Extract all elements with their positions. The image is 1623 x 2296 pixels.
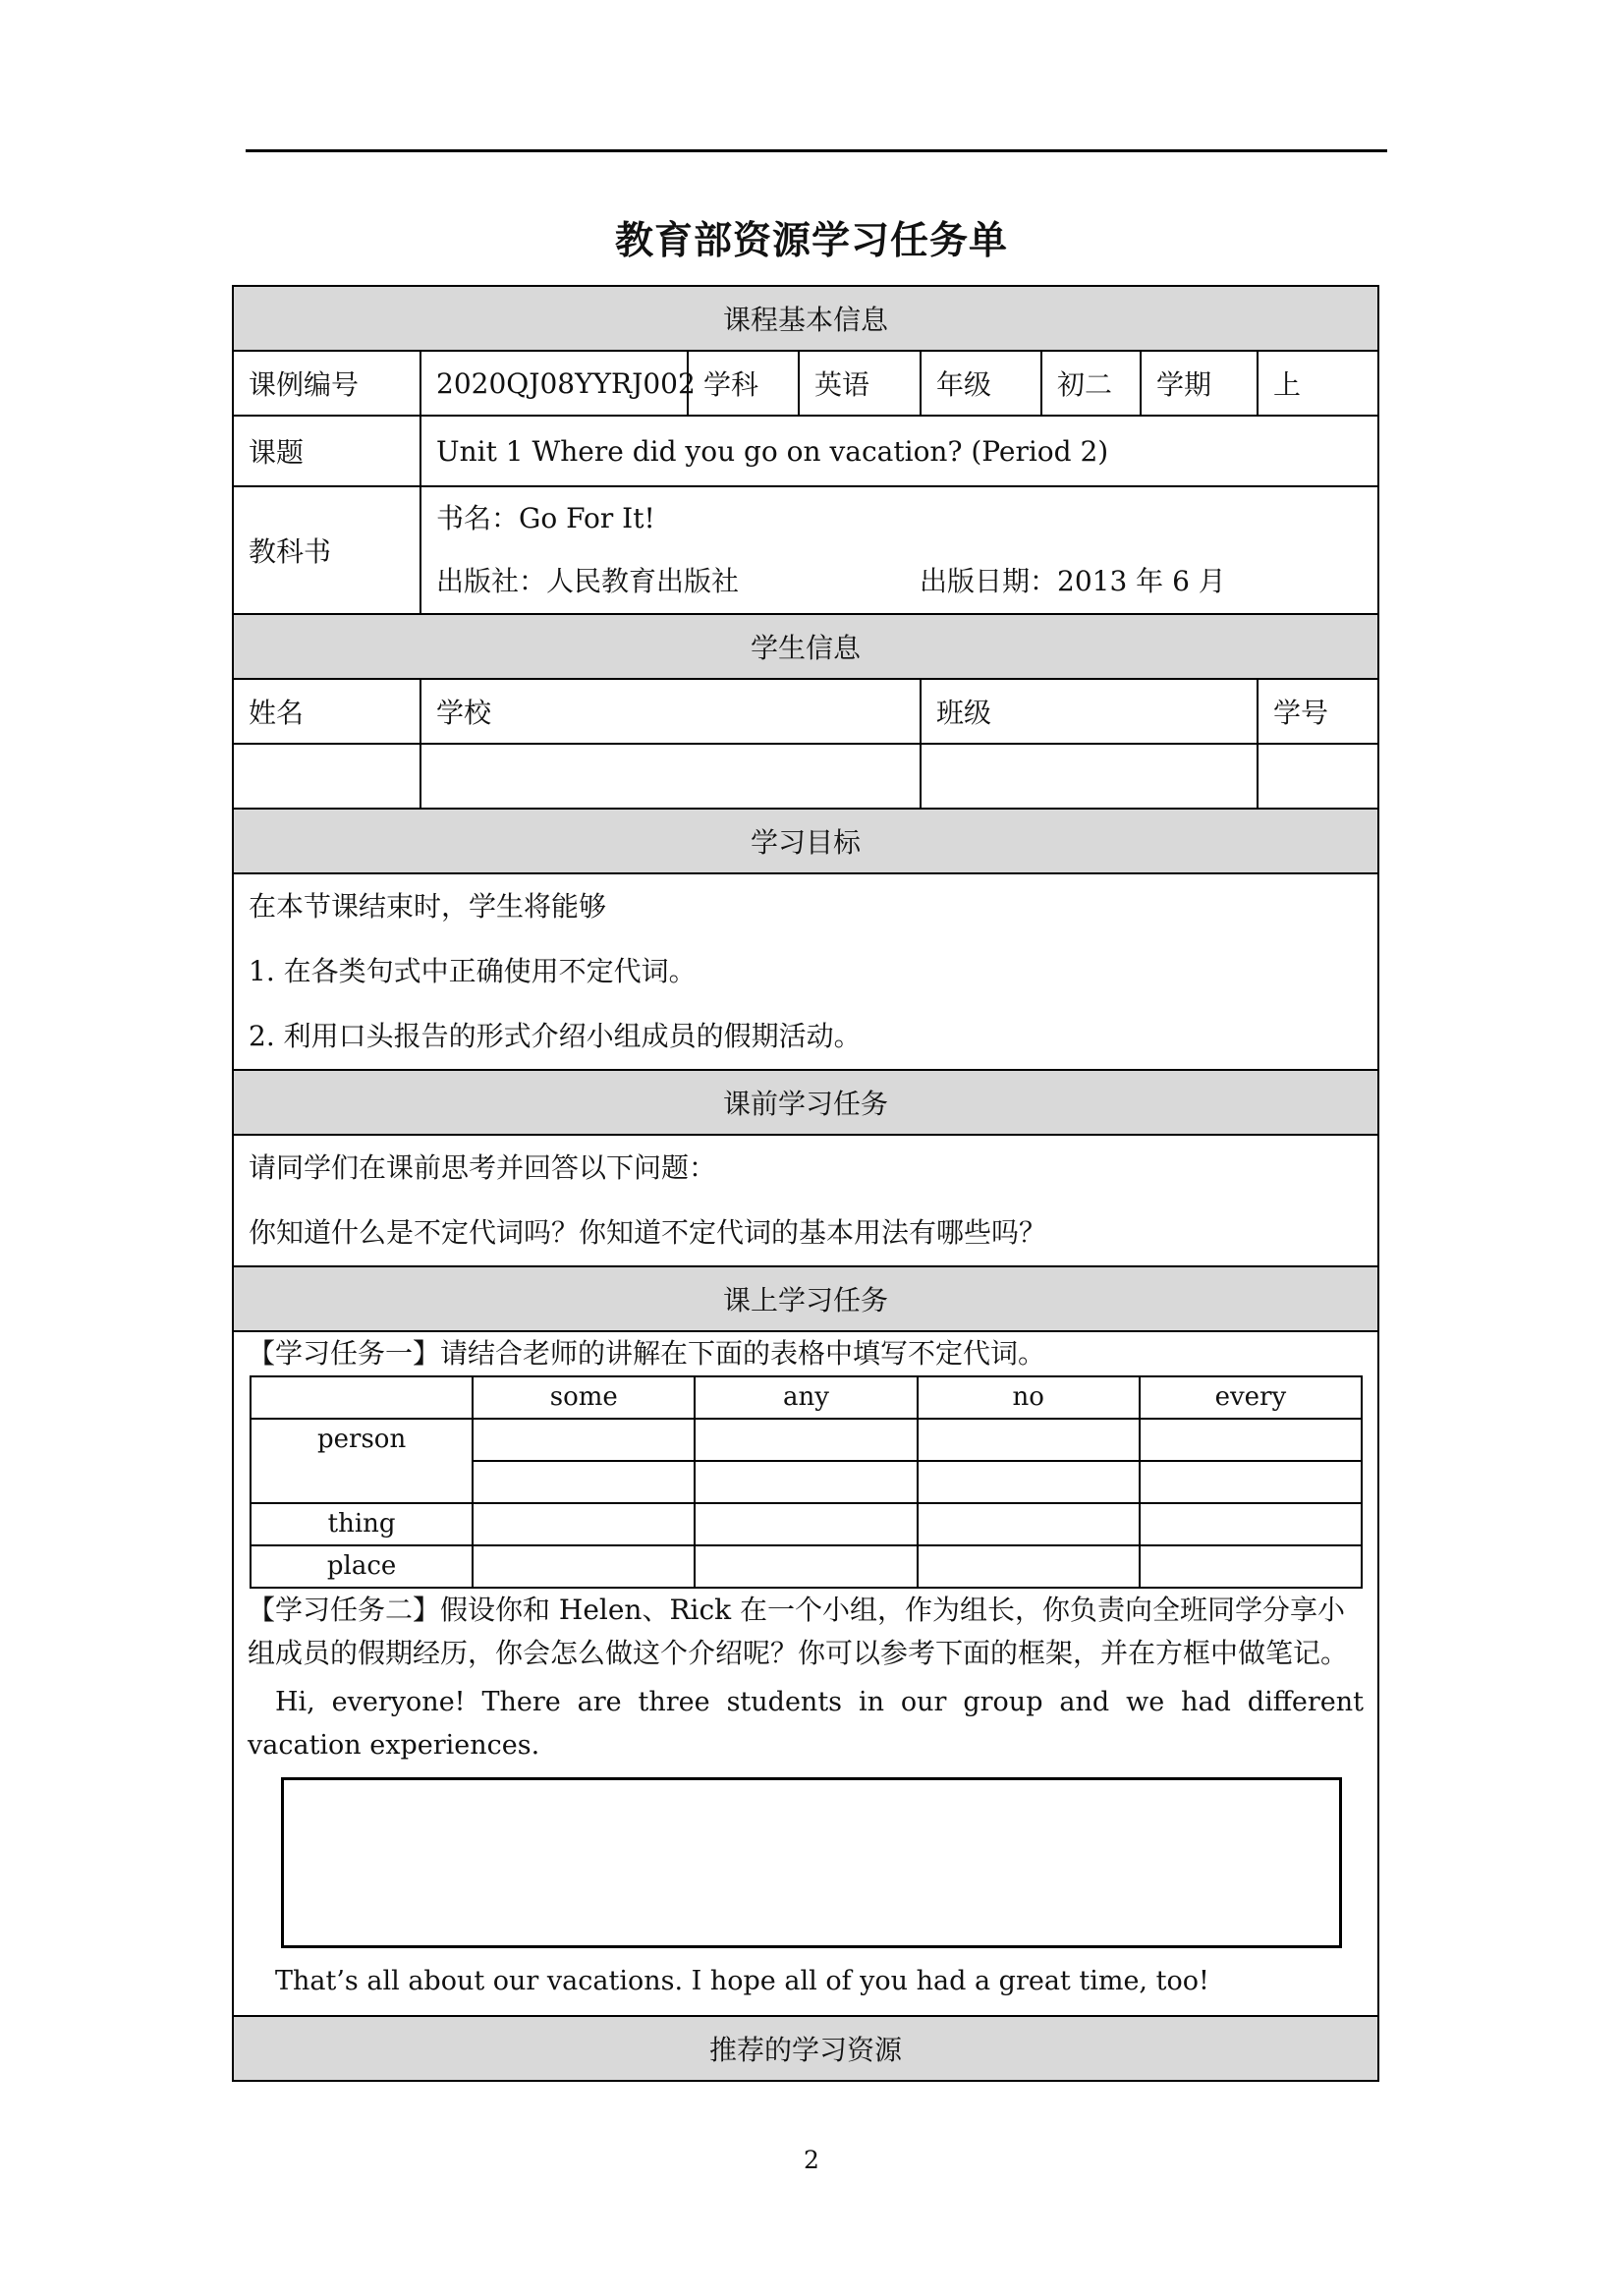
subject-value: 英语 — [799, 351, 921, 416]
objectives-content — [233, 873, 1378, 1070]
grade-value: 初二 — [1041, 351, 1141, 416]
section-pre-class: 课前学习任务 — [233, 1070, 1378, 1135]
page-number: 2 — [804, 2146, 819, 2174]
objective-item: 1. 在各类句式中正确使用不定代词。 — [249, 955, 697, 987]
pre-class-line: 请同学们在课前思考并回答以下问题： — [249, 1151, 717, 1184]
book-name-line — [436, 487, 1363, 550]
pronoun-table — [250, 1375, 1363, 1589]
column-header-no: no — [918, 1376, 1140, 1419]
topic-label: 课题 — [233, 416, 420, 486]
row-label-thing: thing — [251, 1503, 473, 1545]
row-label-place: place — [251, 1545, 473, 1588]
student-name-label: 姓名 — [233, 679, 420, 744]
notes-box[interactable] — [281, 1777, 1342, 1948]
publisher-line — [436, 550, 1363, 613]
opening-sentence: Hi, everyone! There are three students in our group and we had different vacation experiences. — [248, 1687, 1365, 1761]
case-id-label: 课例编号 — [233, 351, 420, 416]
task-sheet-table — [232, 285, 1379, 2082]
pronoun-blank-cell[interactable] — [473, 1503, 695, 1545]
topic-value: Unit 1 Where did you go on vacation? (Period 2) — [420, 416, 1378, 486]
pronoun-blank-cell[interactable] — [695, 1503, 917, 1545]
pronoun-blank-cell[interactable] — [918, 1461, 1140, 1503]
document-title: 教育部资源学习任务单 — [614, 218, 1008, 263]
pronoun-blank-cell[interactable] — [473, 1461, 695, 1503]
school-field[interactable] — [420, 744, 921, 809]
section-in-class: 课上学习任务 — [233, 1266, 1378, 1331]
book-name-label: 书名： — [436, 502, 520, 534]
class-field[interactable] — [921, 744, 1258, 809]
grade-label: 年级 — [921, 351, 1041, 416]
student-id-field[interactable] — [1258, 744, 1378, 809]
publisher-value: 人民教育出版社 — [546, 565, 740, 597]
pronoun-blank-cell[interactable] — [695, 1545, 917, 1588]
pronoun-blank-cell[interactable] — [1140, 1503, 1362, 1545]
pronoun-blank-cell[interactable] — [473, 1545, 695, 1588]
pronoun-blank-cell[interactable] — [918, 1503, 1140, 1545]
term-value: 上 — [1258, 351, 1378, 416]
publisher-group — [436, 550, 920, 613]
student-name-field[interactable] — [233, 744, 420, 809]
task-one-instruction: 【学习任务一】请结合老师的讲解在下面的表格中填写不定代词。 — [248, 1337, 1046, 1370]
term-label: 学期 — [1141, 351, 1258, 416]
column-header-some: some — [473, 1376, 695, 1419]
section-resources: 推荐的学习资源 — [233, 2016, 1378, 2081]
row-label-person: person — [251, 1419, 473, 1503]
section-student-info: 学生信息 — [233, 614, 1378, 679]
pronoun-blank-cell[interactable] — [1140, 1545, 1362, 1588]
pub-date-value: 2013 年 6 月 — [1057, 565, 1226, 597]
student-id-label: 学号 — [1258, 679, 1378, 744]
objective-item: 2. 利用口头报告的形式介绍小组成员的假期活动。 — [249, 1020, 862, 1052]
pronoun-blank-cell[interactable] — [695, 1419, 917, 1461]
pronoun-blank-cell[interactable] — [1140, 1419, 1362, 1461]
task-two-instruction-line-1: 【学习任务二】假设你和 Helen、Rick 在一个小组，作为组长，你负责向全班同学分享小 — [248, 1594, 1346, 1626]
pronoun-blank-cell[interactable] — [1140, 1461, 1362, 1503]
closing-sentence: That’s all about our vacations. I hope all of you had a great time, too! — [275, 1966, 1209, 1996]
section-basic-info: 课程基本信息 — [233, 286, 1378, 351]
subject-label: 学科 — [688, 351, 799, 416]
class-label: 班级 — [921, 679, 1258, 744]
header-rule — [246, 149, 1387, 152]
objectives-intro: 在本节课结束时，学生将能够 — [249, 890, 607, 923]
pre-class-question: 你知道什么是不定代词吗？你知道不定代词的基本用法有哪些吗？ — [249, 1216, 1047, 1249]
column-header-any: any — [695, 1376, 917, 1419]
school-label: 学校 — [420, 679, 921, 744]
pronoun-table-corner — [251, 1376, 473, 1419]
textbook-details — [420, 486, 1378, 614]
pub-date-label: 出版日期： — [920, 565, 1058, 597]
pronoun-blank-cell[interactable] — [918, 1545, 1140, 1588]
pronoun-blank-cell[interactable] — [918, 1419, 1140, 1461]
pre-class-content — [233, 1135, 1378, 1266]
pronoun-blank-cell[interactable] — [473, 1419, 695, 1461]
case-id-value: 2020QJ08YYRJ002 — [420, 351, 688, 416]
textbook-label: 教科书 — [233, 486, 420, 614]
book-name-value: Go For It! — [519, 502, 655, 534]
publisher-label: 出版社： — [436, 565, 547, 597]
pronoun-blank-cell[interactable] — [695, 1461, 917, 1503]
column-header-every: every — [1140, 1376, 1362, 1419]
task-two-instruction-line-2: 组成员的假期经历，你会怎么做这个介绍呢？你可以参考下面的框架，并在方框中做笔记。 — [248, 1637, 1349, 1669]
in-class-content — [233, 1331, 1378, 2016]
section-objectives: 学习目标 — [233, 809, 1378, 873]
